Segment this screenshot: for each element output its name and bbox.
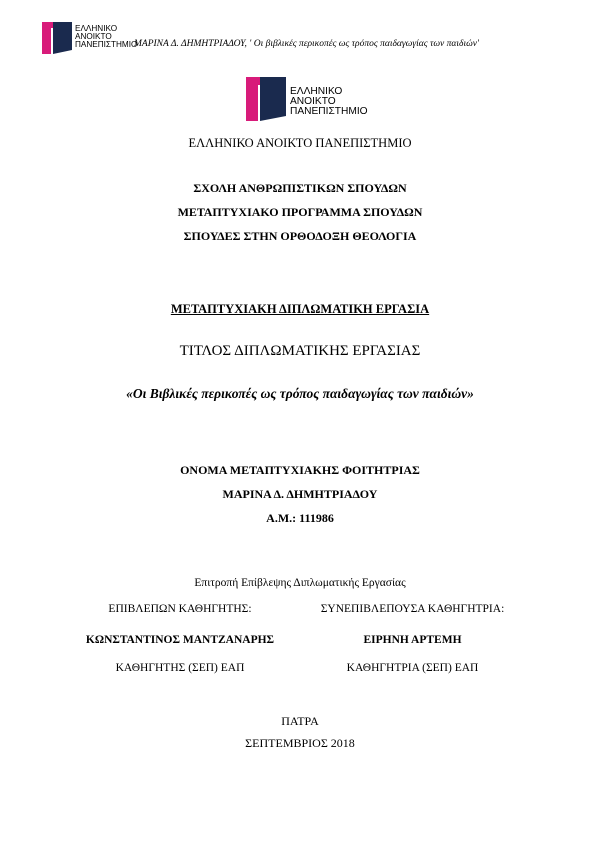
school-block <box>0 176 600 248</box>
thesis-type: ΜΕΤΑΠΤΥΧΙΑΚΗ ΔΙΠΛΩΜΑΤΙΚΗ ΕΡΓΑΣΙΑ <box>170 302 430 316</box>
co-supervisor-rank: ΚΑΘΗΓΗΤΡΙΑ (ΣΕΠ) ΕΑΠ <box>346 662 479 674</box>
thesis-title-heading: ΤΙΤΛΟΣ ΔΙΠΛΩΜΑΤΙΚΗΣ ΕΡΓΑΣΙΑΣ <box>179 343 421 359</box>
header-logo-text: ΕΛΛΗΝΙΚΟ ΑΝΟΙΚΤΟ ΠΑΝΕΠΙΣΤΗΜΙΟ <box>75 24 138 50</box>
university-logo-icon <box>246 75 288 123</box>
place: ΠΑΤΡΑ <box>281 714 319 728</box>
main-logo-text: ΕΛΛΗΝΙΚΟ ΑΝΟΙΚΤΟ ΠΑΝΕΠΙΣΤΗΜΙΟ <box>290 86 368 118</box>
running-header-title: ΜΑΡΙΝΑ Δ. ΔΗΜΗΤΡΙΑΔΟΥ, ' Οι βιβλικές περικοπές ως τρόπος παιδαγωγίας των παιδιών' <box>134 39 479 49</box>
main-logo <box>246 75 366 123</box>
place-date-block <box>0 710 600 754</box>
program-track: ΣΠΟΥΔΕΣ ΣΤΗΝ ΟΡΘΟΔΟΞΗ ΘΕΟΛΟΓΙΑ <box>183 229 417 243</box>
student-name: ΜΑΡΙΝΑ Δ. ΔΗΜΗΤΡΙΑΔΟΥ <box>222 487 378 501</box>
supervisor-rank: ΚΑΘΗΓΗΤΗΣ (ΣΕΠ) ΕΑΠ <box>115 662 245 674</box>
program-name: ΜΕΤΑΠΤΥΧΙΑΚΟ ΠΡΟΓΡΑΜΜΑ ΣΠΟΥΔΩΝ <box>177 205 423 219</box>
co-supervisor-name: ΕΙΡΗΝΗ ΑΡΤΕΜΗ <box>363 634 462 646</box>
date: ΣΕΠΤΕΜΒΡΙΟΣ 2018 <box>245 736 355 750</box>
co-supervisor-role: ΣΥΝΕΠΙΒΛΕΠΟΥΣΑ ΚΑΘΗΓΗΤΡΙΑ: <box>320 603 505 615</box>
university-logo-icon <box>42 20 74 56</box>
supervisor-name: ΚΩΝΣΤΑΝΤΙΝΟΣ ΜΑΝΤΖΑΝΑΡΗΣ <box>85 634 275 646</box>
student-id: Α.Μ.: 111986 <box>266 511 334 525</box>
student-block <box>0 458 600 530</box>
school-name: ΣΧΟΛΗ ΑΝΘΡΩΠΙΣΤΙΚΩΝ ΣΠΟΥΔΩΝ <box>193 181 407 195</box>
student-label: ΟΝΟΜΑ ΜΕΤΑΠΤΥΧΙΑΚΗΣ ΦΟΙΤΗΤΡΙΑΣ <box>180 463 420 477</box>
header-logo <box>42 20 138 56</box>
supervisor-role: ΕΠΙΒΛΕΠΩΝ ΚΑΘΗΓΗΤΗΣ: <box>108 603 252 615</box>
committee-heading: Επιτροπή Επίβλεψης Διπλωματικής Εργασίας <box>194 577 406 589</box>
thesis-title: «Οι Βιβλικές περικοπές ως τρόπος παιδαγωγίας των παιδιών» <box>126 386 474 401</box>
university-name: ΕΛΛΗΝΙΚΟ ΑΝΟΙΚΤΟ ΠΑΝΕΠΙΣΤΗΜΙΟ <box>188 136 412 150</box>
